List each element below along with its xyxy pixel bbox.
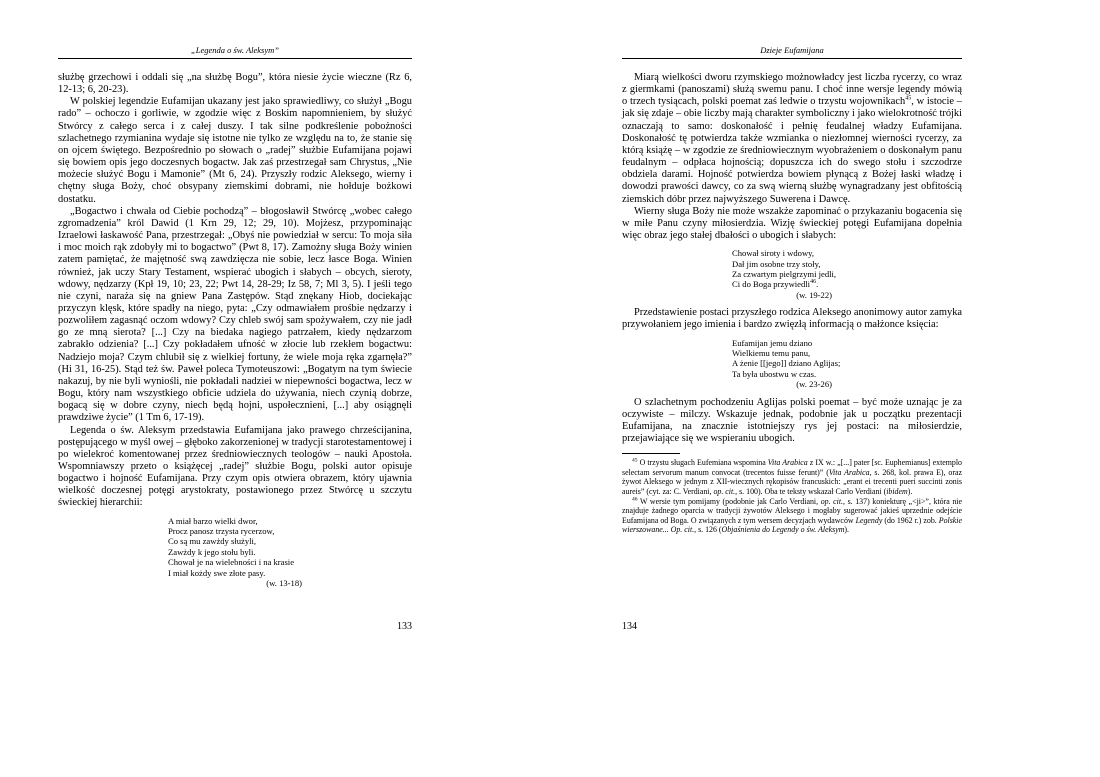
- paragraph: O szlachetnym pochodzeniu Aglijas polski poemat – być może uznając je za oczywiste – milczy. Wskazuje jednak, podobnie jak u początku prezentacji Eufamijana, na znacznie istotniejszy rys jej postaci: na miłosierdzie, przejawiające się we wspieraniu ubogich.: [622, 396, 962, 445]
- page-number-right: 134: [622, 621, 637, 632]
- paragraph: W polskiej legendzie Eufamijan ukazany jest jako sprawiedliwy, co służył „Bogu rado” – ochoczo i gorliwie, w zgodzie więc z Boskim napomnieniem, by służyć Stwórcy z całego serca i z całej duszy. I tak silne podkreślenie pobożności szlachetnego rzymianina wydaje się istotne nie tylko ze względu na to, że stanie się on ojcem świętego. Bezpośrednio po słowach o „radej” służbie Eufamijana pojawi się bowiem opis jego doczesnych bogactw. Jak zaś przestrzegał sam Chrystus, „Nie możecie służyć Bogu i Mamonie” (Mt 6, 24). Przyszły rodzic Aleksego, wierny i chętny sługa Boży, choć obsypany ziemskimi dobrami, nie hołduje bożkowi dostatku.: [58, 96, 412, 205]
- verse-quote: [168, 516, 412, 589]
- paragraph: Wierny sługa Boży nie może wszakże zapominać o przykazaniu bogacenia się w miłe Panu czyny miłosierdzia. Wizję świeckiej potęgi Eufamijana dopełnia więc obraz jego stałej dbałości o ubogich i słabych:: [622, 205, 962, 242]
- footnote-ref: 46: [810, 279, 817, 286]
- verse-line: Chował siroty i wdowy,: [732, 248, 815, 259]
- left-page: [58, 0, 412, 777]
- verse-reference: (w. 19-22): [796, 289, 832, 300]
- footnote: $^{45}$ O trzystu sługach Eufemiana wspomina Vita Arabica z IX w.: „[...] pater [sc. Euphemianus] extemplo selectam servorum manum convocat (trecentos fuisse ferunt)” (Vita Arabica, s. 268, kol. prawa E), oraz żywot Aleksego w jednym z XII-wiecznych rękopisów francuskich: „erant ei trecenti pueri succinti zonis aureis” (cyt. za: C. Verdiani, op. cit., s. 100). Oba te teksty wskazał Carlo Verdiani (ibidem).: [622, 457, 962, 496]
- paragraph: Legenda o św. Aleksym przedstawia Eufamijana jako prawego chrześcijanina, postępującego w myśl owej – głęboko zakorzenionej w tradycji starotestamentowej i po wielekroć komentowanej przez średniowiecznych teologów – nauki Apostoła. Wspomniawszy przeto o książęcej „radej” służbie Bogu, polski autor opisuje bogactwo i hojność Eufamijana. Przy czym opis otwiera obrazem, który ujawnia wielkość doczesnej potęgi arystokraty, postawionego przez Stwórcę u szczytu świeckiej hierarchii:: [58, 424, 412, 509]
- right-page-body: [622, 72, 962, 535]
- verse-line: I miał kożdy swe złote pasy.: [168, 567, 266, 578]
- paragraph: Przedstawienie postaci przyszłego rodzica Aleksego anonimowy autor zamyka przywołaniem jego imienia i bardzo zwięzłą informacją o małżonce księcia:: [622, 307, 962, 331]
- verse-line: Eufamijan jemu dziano: [732, 337, 813, 348]
- footnote-rule: [622, 453, 680, 454]
- verse-line: A żenie [[jego]] dziano Aglijas;: [732, 358, 841, 369]
- verse-line: Za czwartym pielgrzymi jedli,: [732, 269, 837, 279]
- footnote: $^{46}$ W wersie tym pomijamy (podobnie jak Carlo Verdiani, op. cit., s. 137) koniekturę „<ji>”, która nie znajduje żadnego oparcia w tradycji żywotów Aleksego i mogłaby sugerować jakieś uprzednie odejście Eufamijana od Boga. O związanych z tym wersem decyzjach wydawców Legendy (do 1962 r.) zob. Polskie wierszowane... Op. cit., s. 126 (Objaśnienia do Legendy o św. Aleksym).: [622, 495, 963, 535]
- running-header-right: Dzieje Eufamijana: [760, 45, 824, 55]
- header-rule: [622, 58, 962, 59]
- left-page-body: [58, 72, 412, 595]
- footnote-ref: 45: [905, 95, 912, 102]
- verse-line: Dał jim osobne trzy stoły,: [732, 258, 821, 269]
- verse-line: Co są mu zawżdy służyli,: [168, 536, 257, 547]
- header-rule: [58, 58, 412, 59]
- paragraph: „Bogactwo i chwała od Ciebie pochodzą” – błogosławił Stwórcę „wobec całego zgromadzenia” król Dawid (1 Krn 29, 12; 29, 10). Mojżesz, przypominając Izraelowi łaskawość Pana, przestrzegał: „Obyś nie powiedział w sercu: To moja siła i moc moich rąk zdobyły mi to bogactwo” (Pwt 8, 17). Zamożny sługa Boży winien zatem pamiętać, że majętność swą zawdzięcza nie sobie, lecz łasce Boga. Winien również, jak uczy Stary Testament, wspierać ubogich i słabych – obcych, sieroty, wdowy, nędzarzy (Kpł 19, 10; 23, 22; Pwt 14, 28-29; Iz 58, 7; Ml 3, 5). I jeśli tego nie czyni, naraża się na gniew Pana Zastępów. Stąd znękany Hiob, dociekając przyczyn klęsk, które spadły na niego, pyta: „Czy odmawiałem prośbie nędzarzy i pozwoliłem zagasnąć oczom wdowy? Czy chleb swój sam spożywałem, czy nie jadł go ze mną sierota? [...] Czy na biedaka nagiego patrzałem, kiedy nędzarzom zabrakło odzienia? [...] Czy pokładałem ufność w złocie lub rzekłem bogactwu: Nadziejo moja? Czym chlubił się z wielkiej fortuny, że wiele moja ręka zgarnęła?” (Hi 31, 16-25). Stąd też św. Paweł poleca Tymoteuszowi: „Bogatym na tym świecie nakazuj, by nie byli wyniośli, nie pokładali nadziei w niepewności bogactwa, lecz w Bogu, który nam wszystkiego obficie udziela do używania, niech czynią dobrze, bogacą się w dobre czyny, niech będą hojni, uspołecznieni, [...] aby osiągnęli prawdziwe życie” (1 Tm 6, 17-19).: [58, 205, 412, 424]
- verse-reference: (w. 13-18): [266, 578, 302, 589]
- verse-line: Ta była ubostwu w czas.: [732, 368, 817, 379]
- verse-line: Wielkiemu temu panu,: [732, 347, 811, 358]
- paragraph: służbę grzechowi i oddali się „na służbę Bogu”, która niesie życie wieczne (Rz 6, 12-13; 6, 20-23).: [58, 72, 412, 96]
- verse-line: Chował je na wielebności i na krasie: [168, 557, 295, 568]
- verse-line: Zawżdy k jego stołu byli.: [168, 546, 256, 557]
- verse-line: Procz panosz trzysta rycerzow,: [168, 526, 275, 537]
- running-header-left: „Legenda o św. Aleksym”: [191, 45, 279, 55]
- verse-line: Ci do Boga przywiedli$^{46}$.: [732, 279, 819, 290]
- verse-line: A miał barzo wielki dwor,: [168, 515, 258, 526]
- verse-quote: [732, 248, 962, 300]
- verse-quote: [732, 338, 962, 390]
- paragraph: Miarą wielkości dworu rzymskiego możnowładcy jest liczba rycerzy, co wraz z giermkami (panoszami) służą swemu panu. I choć inne wersje legendy mówią o trzech tysiącach, polski poemat zaś ledwie o trzystu wojownikach$^{45}$, w istocie – jak się zdaje – obie liczby mają charakter symboliczny i jako wielokrotność trójki oznaczają to samo: doskonałość i pełnię feudalnej władzy Eufamijana. Doskonałość tę potwierdza także wzmianka o niezłomnej wierności rycerzy, za którą książę – w zgodzie ze średniowiecznym wyobrażeniem o doskonałym panu feudalnym – odpłaca hojnością; dopuszcza ich do swego stołu i szczodrze obdziela darami. Hojność potwierdza bowiem płynącą z Bożej łaski władzę i dowodzi prawości dawcy, co za swą wierną służbę wynagradzany jest obfitością ziemskich dóbr przez najwyższego Suwerena i Dawcę.: [622, 72, 962, 205]
- page-number-left: 133: [397, 621, 412, 632]
- verse-reference: (w. 23-26): [796, 379, 832, 390]
- right-page: [622, 0, 962, 777]
